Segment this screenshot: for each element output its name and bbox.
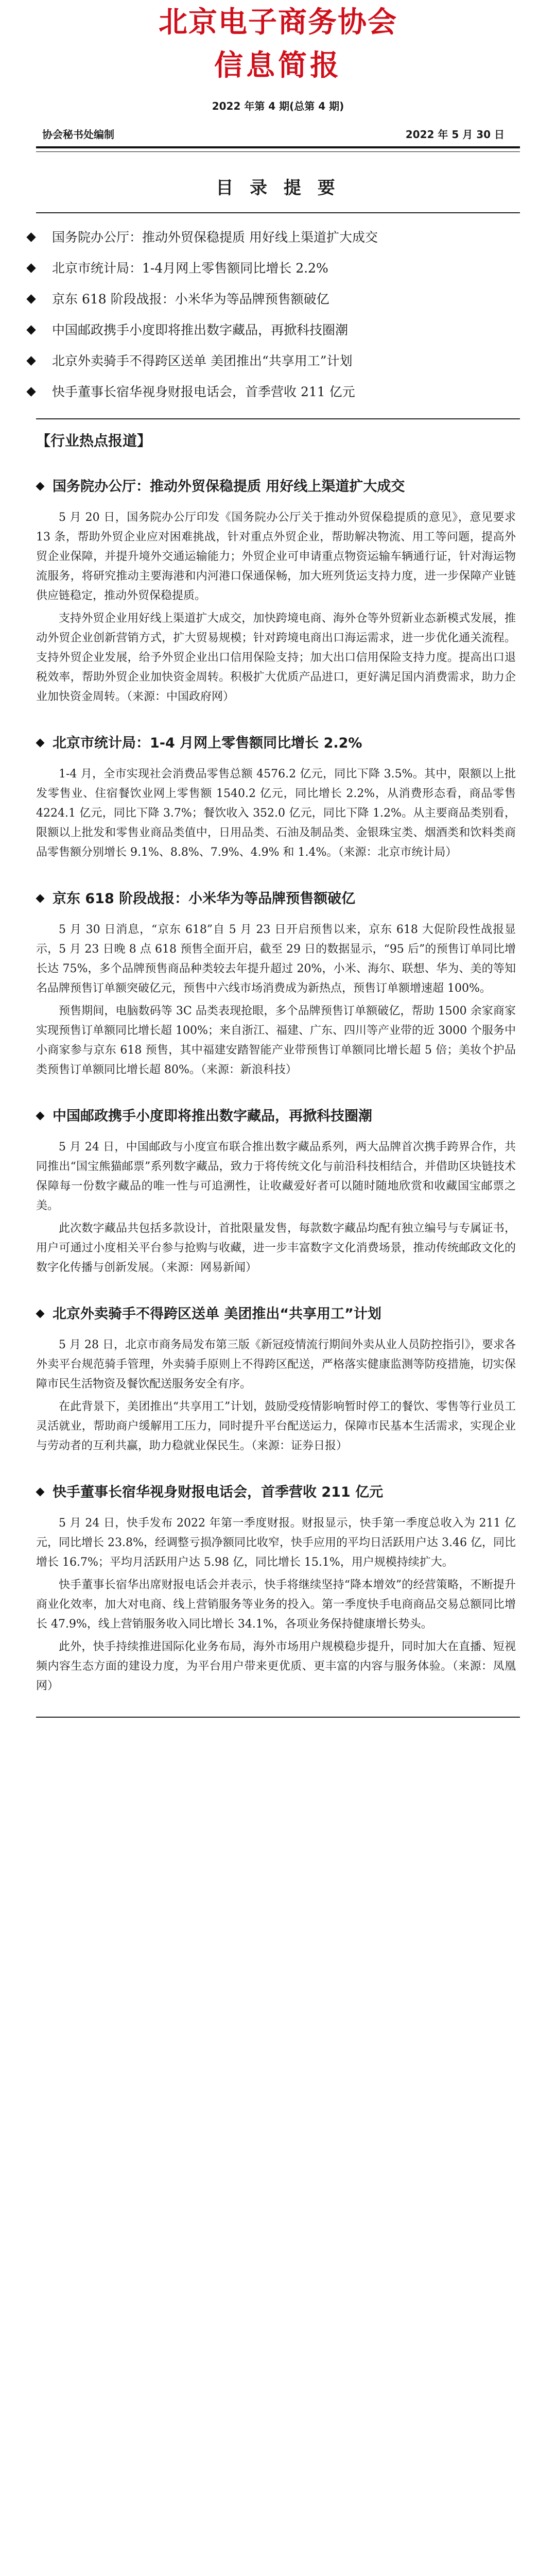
diamond-bullet-icon (26, 387, 36, 396)
article-title-text: 京东 618 阶段战报：小米华为等品牌预售额破亿 (53, 891, 356, 907)
publisher: 协会秘书处编制 (42, 128, 114, 141)
summary-item[interactable] (21, 352, 520, 370)
article-5 (0, 1304, 556, 1456)
issue-number: 2022 年第 4 期(总第 4 期) (212, 100, 344, 112)
article-paragraph: 此外，快手持续推进国际化业务布局，海外市场用户规模稳步提升，同时加大在直播、短视频内容生态方面的建设力度，为平台用户带来更优质、更丰富的内容与服务体验。（来源：凤凰网） (36, 1640, 516, 1692)
article-paragraph: 快手董事长宿华出席财报电话会并表示，快手将继续坚持“降本增效”的经营策略，不断提升商业化效率，加大对电商、线上营销服务等业务的投入。第一季度快手电商商品交易总额同比增长 47.9%，线上营销服务收入同比增长 34.1%，各项业务保持健康增长势头。 (36, 1579, 516, 1631)
summary-item-text: 北京外卖骑手不得跨区送单 美团推出“共享用工”计划 (52, 353, 353, 368)
masthead-meta (0, 126, 556, 141)
summary-item[interactable] (21, 291, 520, 308)
summary-item[interactable] (21, 260, 520, 277)
article-title (36, 889, 516, 909)
article-title (36, 734, 516, 753)
diamond-bullet-icon (36, 1488, 45, 1497)
section-heading: 【行业热点报道】 (36, 432, 152, 449)
article-paragraph: 此次数字藏品共包括多款设计，首批限量发售，每款数字藏品均配有独立编号与专属证书，用户可通过小度相关平台参与抢购与收藏，进一步丰富数字文化消费场景，推动传统邮政文化的数字化传播与创新发展。（来源：网易新闻） (36, 1222, 516, 1274)
article-paragraph: 5 月 30 日消息，“京东 618”自 5 月 23 日开启预售以来，京东 618 大促阶段性战报显示，5 月 23 日晚 8 点 618 预售全面开启，截至 29 日的数据显示，“95 后”的预售订单同比增长达 75%，多个品牌预售商品种类较去年提升超过 20%，小米、海尔、联想、华为、美的等知名品牌预售订单额突破亿元，预售中六线市场消费成为新热点，预售订单额增速超 100%。 (36, 923, 516, 995)
section-rule (36, 418, 520, 419)
article-title-text: 中国邮政携手小度即将推出数字藏品，再掀科技圈潮 (53, 1108, 372, 1124)
summary-item[interactable] (21, 321, 520, 339)
article-4 (0, 1107, 556, 1278)
diamond-bullet-icon (26, 356, 36, 365)
association-title: 北京电子商务协会 (159, 6, 397, 39)
article-paragraph: 1-4 月，全市实现社会消费品零售总额 4576.2 亿元，同比下降 3.5%。其中，限额以上批发零售业、住宿餐饮业网上零售额 1540.2 亿元，同比增长 2.2%，从消费形态看，商品零售 4224.1 亿元，同比下降 3.7%；餐饮收入 352.0 亿元，同比下降 1.2%。从主要商品类别看，限额以上批发和零售业商品类值中，日用品类、石油及制品类、金银珠宝类、烟酒类和饮料类商品零售额分别增长 9.1%、8.8%、7.9%、4.9% 和 1.4%。（来源：北京市统计局） (36, 768, 516, 859)
article-title (36, 1483, 516, 1502)
diamond-bullet-icon (36, 1310, 45, 1318)
publish-date: 2022 年 5 月 30 日 (405, 128, 505, 141)
diamond-bullet-icon (26, 232, 36, 242)
diamond-bullet-icon (36, 482, 45, 491)
summary-item-text: 北京市统计局：1-4月网上零售额同比增长 2.2% (52, 261, 328, 276)
diamond-bullet-icon (36, 1112, 45, 1121)
article-paragraph: 支持外贸企业用好线上渠道扩大成交，加快跨境电商、海外仓等外贸新业态新模式发展，推动外贸企业创新营销方式，扩大贸易规模；针对跨境电商出口海运需求，进一步优化通关流程。支持外贸企业发展，给予外贸企业出口信用保险支持；加大出口信用保险支持力度。提高出口退税效率，帮助外贸企业加快资金周转。积极扩大优质产品进口，更好满足国内消费需求，助力企业加快资金周转。（来源：中国政府网） (36, 612, 516, 703)
article-title-text: 快手董事长宿华视身财报电话会，首季营收 211 亿元 (53, 1484, 384, 1500)
masthead-rule-thin (36, 151, 520, 152)
summary-item-text: 京东 618 阶段战报：小米华为等品牌预售额破亿 (52, 292, 329, 307)
article-6 (0, 1483, 556, 1696)
diamond-bullet-icon (26, 294, 36, 303)
article-paragraph: 在此背景下，美团推出“共享用工”计划，鼓励受疫情影响暂时停工的餐饮、零售等行业员工灵活就业，帮助商户缓解用工压力，同时提升平台配送运力，保障市民基本生活需求，实现企业与劳动者的互利共赢，助力稳就业保民生。（来源：证券日报） (36, 1400, 516, 1452)
diamond-bullet-icon (36, 894, 45, 903)
summary-rule (36, 212, 520, 213)
summary-item-text: 快手董事长宿华视身财报电话会，首季营收 211 亿元 (52, 384, 355, 399)
article-title (36, 1304, 516, 1324)
masthead-rule-thick (36, 146, 520, 148)
article-paragraph: 5 月 24 日，中国邮政与小度宣布联合推出数字藏品系列，两大品牌首次携手跨界合作，共同推出“国宝熊猫邮票”系列数字藏品，致力于将传统文化与前沿科技相结合，并借助区块链技术保障每一份数字藏品的唯一性与可追溯性，让收藏爱好者可以随时随地欣赏和收藏国宝邮票之美。 (36, 1141, 516, 1212)
summary-item-text: 中国邮政携手小度即将推出数字藏品，再掀科技圈潮 (52, 323, 349, 337)
diamond-bullet-icon (36, 739, 45, 748)
article-paragraph: 5 月 24 日，快手发布 2022 年第一季度财报。财报显示，快手第一季度总收入为 211 亿元，同比增长 23.8%，经调整亏损净额同比收窄，快手应用的平均日活跃用户达 3.46 亿，同比增长 16.7%；平均月活跃用户达 5.98 亿，同比增长 15.1%，用户规模持续扩大。 (36, 1517, 516, 1569)
article-1 (0, 477, 556, 707)
summary-item-text: 国务院办公厅：推动外贸保稳提质 用好线上渠道扩大成交 (52, 230, 378, 245)
summary-item[interactable] (21, 229, 520, 246)
summary-heading: 目 录 提 要 (216, 178, 340, 198)
article-2 (0, 734, 556, 862)
article-paragraph: 5 月 28 日，北京市商务局发布第三版《新冠疫情流行期间外卖从业人员防控指引》，要求各外卖平台规范骑手管理，外卖骑手原则上不得跨区配送，严格落实健康监测等防疫措施，切实保障市民生活物资及餐饮配送服务安全有序。 (36, 1338, 516, 1391)
article-title-text: 国务院办公厅：推动外贸保稳提质 用好线上渠道扩大成交 (53, 479, 405, 495)
diamond-bullet-icon (26, 263, 36, 273)
article-title (36, 477, 516, 497)
diamond-bullet-icon (26, 325, 36, 334)
summary-item[interactable] (21, 383, 520, 401)
article-title (36, 1107, 516, 1126)
briefing-title: 信息简报 (214, 49, 342, 82)
article-3 (0, 889, 556, 1080)
article-title-text: 北京市统计局：1-4 月网上零售额同比增长 2.2% (53, 735, 362, 751)
footer-rule (36, 1717, 520, 1718)
article-title-text: 北京外卖骑手不得跨区送单 美团推出“共享用工”计划 (53, 1306, 381, 1322)
article-paragraph: 预售期间，电脑数码等 3C 品类表现抢眼，多个品牌预售订单额破亿，帮助 1500 余家商家实现预售订单额同比增长超 100%；来自浙江、福建、广东、四川等产业带的近 3000 个服务中小商家参与京东 618 预售，其中福建安踏智能产业带预售订单额同比增长超 5 倍；美妆个护品类预售订单额同比增长超 80%。（来源：新浪科技） (36, 1005, 516, 1076)
masthead (0, 0, 556, 113)
summary-list (0, 229, 556, 401)
article-paragraph: 5 月 20 日，国务院办公厅印发《国务院办公厅关于推动外贸保稳提质的意见》，意见要求 13 条，帮助外贸企业应对困难挑战，针对重点外贸企业，帮助解决物流、用工等问题，提高外贸企业保障，并提升境外交通运输能力；外贸企业可申请重点物资运输车辆通行证，针对海运物流服务，将研究推动主要海港和内河港口保通保畅，加大班列货运支持力度，进一步保障产业链供应链稳定，推动外贸保稳提质。 (36, 511, 516, 602)
